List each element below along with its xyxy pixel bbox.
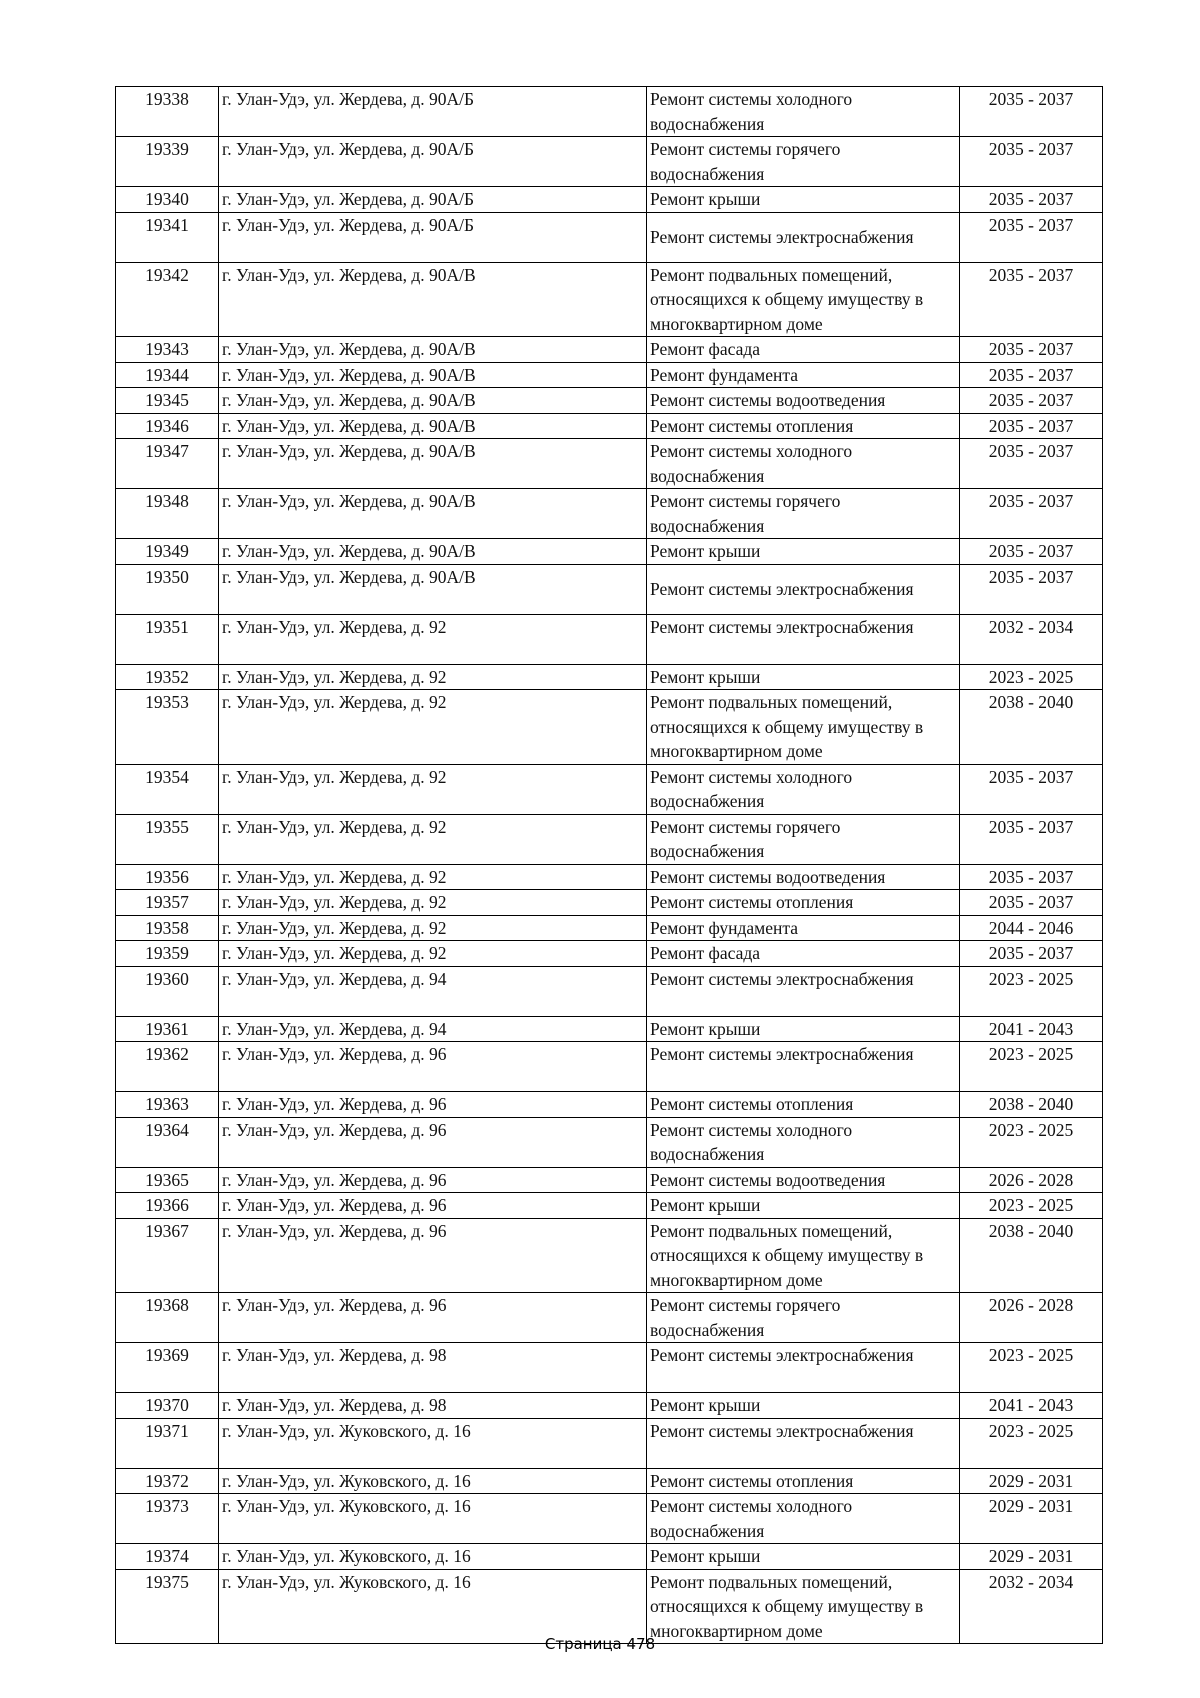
table-row [116, 941, 1103, 967]
address-cell: г. Улан-Удэ, ул. Жуковского, д. 16 [219, 1468, 647, 1494]
work-type-cell: Ремонт системы холодного водоснабжения [647, 439, 960, 489]
address-cell: г. Улан-Удэ, ул. Жердева, д. 98 [219, 1393, 647, 1419]
work-type-cell: Ремонт системы электроснабжения [647, 1343, 960, 1393]
address-cell: г. Улан-Удэ, ул. Жердева, д. 92 [219, 690, 647, 765]
period-cell: 2023 - 2025 [960, 664, 1103, 690]
row-number-cell: 19374 [116, 1544, 219, 1570]
row-number-cell: 19346 [116, 413, 219, 439]
row-number-cell: 19353 [116, 690, 219, 765]
work-type-cell: Ремонт фундамента [647, 362, 960, 388]
table-row [116, 1544, 1103, 1570]
row-number-cell: 19362 [116, 1042, 219, 1092]
address-cell: г. Улан-Удэ, ул. Жердева, д. 90А/В [219, 489, 647, 539]
row-number-cell: 19360 [116, 966, 219, 1016]
table-row [116, 864, 1103, 890]
row-number-cell: 19359 [116, 941, 219, 967]
address-cell: г. Улан-Удэ, ул. Жердева, д. 92 [219, 890, 647, 916]
table-row [116, 388, 1103, 414]
table-row [116, 814, 1103, 864]
table-row [116, 212, 1103, 262]
address-cell: г. Улан-Удэ, ул. Жуковского, д. 16 [219, 1494, 647, 1544]
period-cell: 2032 - 2034 [960, 1569, 1103, 1644]
table-row [116, 1092, 1103, 1118]
period-cell: 2035 - 2037 [960, 137, 1103, 187]
table-row [116, 1343, 1103, 1393]
row-number-cell: 19356 [116, 864, 219, 890]
work-type-cell: Ремонт системы водоотведения [647, 388, 960, 414]
period-cell: 2035 - 2037 [960, 212, 1103, 262]
table-row [116, 489, 1103, 539]
table-body [116, 87, 1103, 1644]
row-number-cell: 19354 [116, 764, 219, 814]
address-cell: г. Улан-Удэ, ул. Жердева, д. 90А/В [219, 337, 647, 363]
address-cell: г. Улан-Удэ, ул. Жердева, д. 90А/В [219, 413, 647, 439]
row-number-cell: 19373 [116, 1494, 219, 1544]
period-cell: 2041 - 2043 [960, 1016, 1103, 1042]
address-cell: г. Улан-Удэ, ул. Жердева, д. 90А/Б [219, 212, 647, 262]
table-row [116, 890, 1103, 916]
table-row [116, 1117, 1103, 1167]
row-number-cell: 19371 [116, 1418, 219, 1468]
row-number-cell: 19342 [116, 262, 219, 337]
work-type-cell: Ремонт крыши [647, 1016, 960, 1042]
period-cell: 2035 - 2037 [960, 187, 1103, 213]
work-type-cell: Ремонт крыши [647, 1544, 960, 1570]
period-cell: 2023 - 2025 [960, 1042, 1103, 1092]
address-cell: г. Улан-Удэ, ул. Жердева, д. 92 [219, 814, 647, 864]
work-type-cell: Ремонт системы горячего водоснабжения [647, 814, 960, 864]
period-cell: 2023 - 2025 [960, 1193, 1103, 1219]
address-cell: г. Улан-Удэ, ул. Жердева, д. 92 [219, 664, 647, 690]
table-row [116, 362, 1103, 388]
row-number-cell: 19340 [116, 187, 219, 213]
table-row [116, 262, 1103, 337]
address-cell: г. Улан-Удэ, ул. Жердева, д. 96 [219, 1167, 647, 1193]
period-cell: 2035 - 2037 [960, 489, 1103, 539]
address-cell: г. Улан-Удэ, ул. Жердева, д. 96 [219, 1293, 647, 1343]
period-cell: 2035 - 2037 [960, 564, 1103, 614]
period-cell: 2023 - 2025 [960, 966, 1103, 1016]
table-row [116, 1569, 1103, 1644]
row-number-cell: 19349 [116, 539, 219, 565]
period-cell: 2023 - 2025 [960, 1418, 1103, 1468]
table-row [116, 187, 1103, 213]
work-type-cell: Ремонт подвальных помещений, относящихся к общему имуществу в многоквартирном доме [647, 1569, 960, 1644]
work-type-cell: Ремонт подвальных помещений, относящихся к общему имуществу в многоквартирном доме [647, 690, 960, 765]
row-number-cell: 19365 [116, 1167, 219, 1193]
period-cell: 2041 - 2043 [960, 1393, 1103, 1419]
table-row [116, 1393, 1103, 1419]
table-row [116, 1494, 1103, 1544]
work-type-cell: Ремонт системы водоотведения [647, 1167, 960, 1193]
address-cell: г. Улан-Удэ, ул. Жуковского, д. 16 [219, 1418, 647, 1468]
period-cell: 2029 - 2031 [960, 1494, 1103, 1544]
work-type-cell: Ремонт системы холодного водоснабжения [647, 764, 960, 814]
work-type-cell: Ремонт подвальных помещений, относящихся к общему имуществу в многоквартирном доме [647, 1218, 960, 1293]
table-row [116, 1193, 1103, 1219]
period-cell: 2035 - 2037 [960, 941, 1103, 967]
period-cell: 2035 - 2037 [960, 87, 1103, 137]
table-row [116, 1468, 1103, 1494]
row-number-cell: 19343 [116, 337, 219, 363]
work-type-cell: Ремонт системы электроснабжения [647, 212, 960, 262]
period-cell: 2035 - 2037 [960, 439, 1103, 489]
table-row [116, 564, 1103, 614]
period-cell: 2038 - 2040 [960, 1218, 1103, 1293]
row-number-cell: 19347 [116, 439, 219, 489]
period-cell: 2023 - 2025 [960, 1343, 1103, 1393]
table-row [116, 1418, 1103, 1468]
row-number-cell: 19358 [116, 915, 219, 941]
period-cell: 2035 - 2037 [960, 362, 1103, 388]
period-cell: 2035 - 2037 [960, 864, 1103, 890]
period-cell: 2032 - 2034 [960, 614, 1103, 664]
work-type-cell: Ремонт системы холодного водоснабжения [647, 1494, 960, 1544]
address-cell: г. Улан-Удэ, ул. Жердева, д. 90А/Б [219, 137, 647, 187]
address-cell: г. Улан-Удэ, ул. Жердева, д. 90А/Б [219, 87, 647, 137]
row-number-cell: 19355 [116, 814, 219, 864]
address-cell: г. Улан-Удэ, ул. Жердева, д. 92 [219, 915, 647, 941]
period-cell: 2023 - 2025 [960, 1117, 1103, 1167]
table-row [116, 1167, 1103, 1193]
period-cell: 2035 - 2037 [960, 262, 1103, 337]
row-number-cell: 19372 [116, 1468, 219, 1494]
period-cell: 2038 - 2040 [960, 1092, 1103, 1118]
row-number-cell: 19361 [116, 1016, 219, 1042]
row-number-cell: 19375 [116, 1569, 219, 1644]
work-type-cell: Ремонт системы отопления [647, 890, 960, 916]
address-cell: г. Улан-Удэ, ул. Жердева, д. 90А/В [219, 539, 647, 565]
period-cell: 2026 - 2028 [960, 1167, 1103, 1193]
address-cell: г. Улан-Удэ, ул. Жуковского, д. 16 [219, 1544, 647, 1570]
period-cell: 2038 - 2040 [960, 690, 1103, 765]
address-cell: г. Улан-Удэ, ул. Жердева, д. 94 [219, 966, 647, 1016]
row-number-cell: 19370 [116, 1393, 219, 1419]
address-cell: г. Улан-Удэ, ул. Жердева, д. 94 [219, 1016, 647, 1042]
row-number-cell: 19352 [116, 664, 219, 690]
period-cell: 2029 - 2031 [960, 1468, 1103, 1494]
address-cell: г. Улан-Удэ, ул. Жердева, д. 98 [219, 1343, 647, 1393]
period-cell: 2035 - 2037 [960, 337, 1103, 363]
work-type-cell: Ремонт подвальных помещений, относящихся к общему имуществу в многоквартирном доме [647, 262, 960, 337]
table-row [116, 539, 1103, 565]
repair-schedule-table [115, 86, 1103, 1644]
work-type-cell: Ремонт системы горячего водоснабжения [647, 137, 960, 187]
row-number-cell: 19345 [116, 388, 219, 414]
work-type-cell: Ремонт системы холодного водоснабжения [647, 1117, 960, 1167]
period-cell: 2029 - 2031 [960, 1544, 1103, 1570]
row-number-cell: 19341 [116, 212, 219, 262]
address-cell: г. Улан-Удэ, ул. Жердева, д. 90А/Б [219, 187, 647, 213]
address-cell: г. Улан-Удэ, ул. Жердева, д. 90А/В [219, 564, 647, 614]
table-row [116, 137, 1103, 187]
table-row [116, 1293, 1103, 1343]
row-number-cell: 19367 [116, 1218, 219, 1293]
period-cell: 2035 - 2037 [960, 814, 1103, 864]
work-type-cell: Ремонт фасада [647, 337, 960, 363]
work-type-cell: Ремонт крыши [647, 1393, 960, 1419]
work-type-cell: Ремонт системы отопления [647, 413, 960, 439]
address-cell: г. Улан-Удэ, ул. Жердева, д. 96 [219, 1042, 647, 1092]
row-number-cell: 19364 [116, 1117, 219, 1167]
work-type-cell: Ремонт системы электроснабжения [647, 564, 960, 614]
address-cell: г. Улан-Удэ, ул. Жердева, д. 92 [219, 614, 647, 664]
address-cell: г. Улан-Удэ, ул. Жердева, д. 96 [219, 1193, 647, 1219]
table-row [116, 1218, 1103, 1293]
work-type-cell: Ремонт системы электроснабжения [647, 1418, 960, 1468]
work-type-cell: Ремонт фундамента [647, 915, 960, 941]
address-cell: г. Улан-Удэ, ул. Жердева, д. 90А/В [219, 439, 647, 489]
row-number-cell: 19348 [116, 489, 219, 539]
table-row [116, 966, 1103, 1016]
table-row [116, 764, 1103, 814]
table-row [116, 915, 1103, 941]
work-type-cell: Ремонт крыши [647, 539, 960, 565]
table-row [116, 337, 1103, 363]
address-cell: г. Улан-Удэ, ул. Жердева, д. 96 [219, 1092, 647, 1118]
row-number-cell: 19366 [116, 1193, 219, 1219]
period-cell: 2035 - 2037 [960, 890, 1103, 916]
address-cell: г. Улан-Удэ, ул. Жердева, д. 90А/В [219, 362, 647, 388]
row-number-cell: 19339 [116, 137, 219, 187]
address-cell: г. Улан-Удэ, ул. Жердева, д. 92 [219, 764, 647, 814]
address-cell: г. Улан-Удэ, ул. Жуковского, д. 16 [219, 1569, 647, 1644]
work-type-cell: Ремонт крыши [647, 187, 960, 213]
row-number-cell: 19368 [116, 1293, 219, 1343]
period-cell: 2026 - 2028 [960, 1293, 1103, 1343]
work-type-cell: Ремонт крыши [647, 1193, 960, 1219]
row-number-cell: 19357 [116, 890, 219, 916]
period-cell: 2044 - 2046 [960, 915, 1103, 941]
work-type-cell: Ремонт системы горячего водоснабжения [647, 489, 960, 539]
work-type-cell: Ремонт системы электроснабжения [647, 1042, 960, 1092]
work-type-cell: Ремонт фасада [647, 941, 960, 967]
work-type-cell: Ремонт системы отопления [647, 1468, 960, 1494]
address-cell: г. Улан-Удэ, ул. Жердева, д. 92 [219, 941, 647, 967]
table-row [116, 1042, 1103, 1092]
row-number-cell: 19369 [116, 1343, 219, 1393]
work-type-cell: Ремонт системы электроснабжения [647, 614, 960, 664]
row-number-cell: 19351 [116, 614, 219, 664]
period-cell: 2035 - 2037 [960, 764, 1103, 814]
address-cell: г. Улан-Удэ, ул. Жердева, д. 90А/В [219, 388, 647, 414]
table-row [116, 1016, 1103, 1042]
table-row [116, 690, 1103, 765]
work-type-cell: Ремонт системы горячего водоснабжения [647, 1293, 960, 1343]
period-cell: 2035 - 2037 [960, 539, 1103, 565]
table-row [116, 413, 1103, 439]
work-type-cell: Ремонт системы холодного водоснабжения [647, 87, 960, 137]
table-row [116, 614, 1103, 664]
table-row [116, 664, 1103, 690]
page-number: Страница 478 [544, 1635, 656, 1653]
row-number-cell: 19338 [116, 87, 219, 137]
row-number-cell: 19344 [116, 362, 219, 388]
table-row [116, 439, 1103, 489]
period-cell: 2035 - 2037 [960, 388, 1103, 414]
work-type-cell: Ремонт системы водоотведения [647, 864, 960, 890]
row-number-cell: 19363 [116, 1092, 219, 1118]
row-number-cell: 19350 [116, 564, 219, 614]
period-cell: 2035 - 2037 [960, 413, 1103, 439]
work-type-cell: Ремонт системы электроснабжения [647, 966, 960, 1016]
address-cell: г. Улан-Удэ, ул. Жердева, д. 96 [219, 1117, 647, 1167]
table-row [116, 87, 1103, 137]
work-type-cell: Ремонт крыши [647, 664, 960, 690]
address-cell: г. Улан-Удэ, ул. Жердева, д. 92 [219, 864, 647, 890]
address-cell: г. Улан-Удэ, ул. Жердева, д. 96 [219, 1218, 647, 1293]
work-type-cell: Ремонт системы отопления [647, 1092, 960, 1118]
address-cell: г. Улан-Удэ, ул. Жердева, д. 90А/В [219, 262, 647, 337]
